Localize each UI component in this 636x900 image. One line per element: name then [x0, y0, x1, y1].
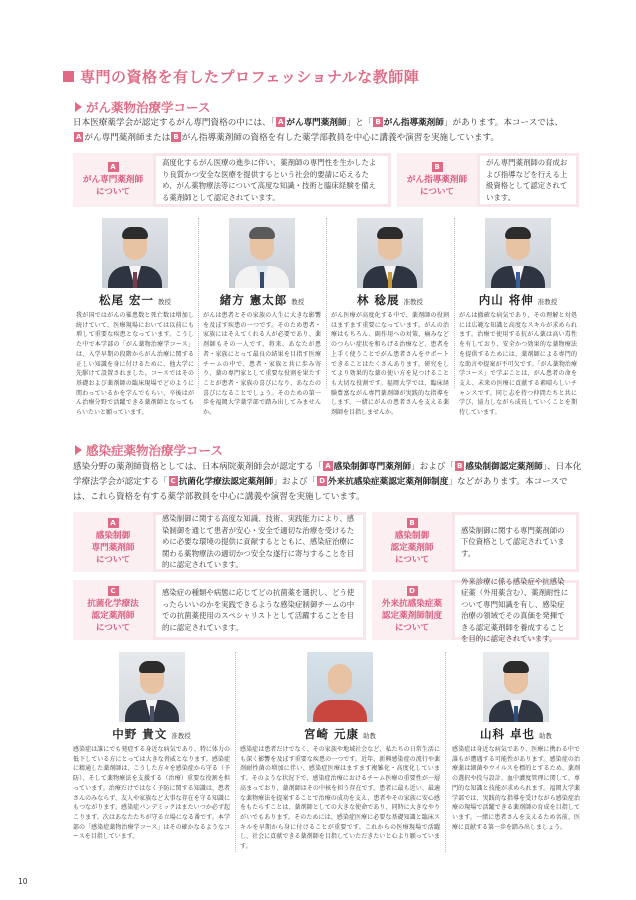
faculty-bio: がんは患者とその家族の人生に大きな影響を及ぼす疾患の一つです。そのため患者・家族にはそえてくれる人が必要であり、薬剤師もその一人です。将来、あなたが患者・家族にとって最良の結果を目指す医療チームの中で、患者・家族と共に歩み寄り、薬の専門家として重要な役割を果たすことが患者・家族の喜びになり、あなたの喜びになることでしょう。そのための第一歩を福岡大学薬学部で踏み出してみませんか。 [203, 312, 321, 417]
cancer-course-intro: 日本医療薬学会が認定するがん専門資格の中には、「 A がん専門薬剤師」と「 B がん指導薬剤師」があります。本コースでは、 A がん専門薬剤師または B がん指導薬剤師の資格を有した薬学部教員を中心に講義や演習を実施しています。 [73, 118, 564, 143]
cert-box-a: A がん専門薬剤師 について 高度化するがん医療の進歩に伴い、薬剤師の専門性を生かしたより良質かつ安全な医療を提供するという社会的要請に応えるため、がん薬物療法等について高度な知識・技術と臨床経験を備える薬剤師として認定されています。 [73, 153, 391, 207]
faculty-bio: 感染症は患者だけでなく、その家族や地域社会など、私たちの日常生活にも深く影響を及ぼす重要な疾患の一つです。近年、新興感染症の流行や薬剤耐性菌の増加に伴い、感染症医療はますます複雑化・高度化しています。そのような状況下で、感染症治療におけるチーム医療の重要性が一層高まっており、薬剤師はその中核を担う存在です。患者に最も近い、最適な薬物療法を提案することで治療の成功を支え、患者やその家族に安心感をもたらすことは、薬剤師としての大きな使命であり、同時に大きなやりがいでもあります。そのためには、感染症医療に必要な基礎知識と臨床スキルを早期から身に付けることが重要です。これからの医療現場で活躍し、社会に貢献できる薬剤師を目指していただきたいと心より願っています。 [240, 746, 440, 851]
cert-tag-b: B [173, 133, 179, 141]
faculty-rank: 教授 [291, 298, 305, 306]
faculty-photo [102, 218, 168, 288]
cert-box-c: C 抗菌化学療法 認定薬剤師 について 感染症の種類や病態に応じてどの抗菌薬を選択し、どう使ったらいいのかを実践できるような感染症制御チームの中での抗菌薬使用のスペシャリストとして活躍することを目的に認定されています。 [73, 580, 366, 640]
faculty-rank: 准教授 [403, 298, 423, 306]
faculty-rank: 助教 [539, 732, 552, 740]
cancer-course-heading: がん薬物治療学コース [75, 98, 210, 116]
faculty-photo [485, 218, 551, 288]
infection-cert-boxes-row2 [73, 576, 579, 643]
faculty-card [203, 218, 321, 418]
faculty-name: 中野 貴文 [112, 727, 168, 741]
faculty-photo [357, 218, 423, 288]
cert-tag-b: B [375, 118, 381, 126]
cert-box-b: B 感染制御 認定薬剤師 について 感染制御に関する専門薬剤師の下位資格として認定されています。 [372, 512, 579, 572]
faculty-name: 松尾 宏一 [98, 293, 154, 307]
faculty-photo [483, 652, 549, 722]
faculty-bio: 感染症は身近な病気であり、医療に携わる中で誰もが遭遇する可能性があります。感染症の治療薬は細菌やウイルスを標的とするため、薬剤の選択や投与設計、血中濃度管理に関して、専門的な知識と技能が求められます。福岡大学薬学部では、実践的な指導を受けながら感染症治療の現場で活躍できる薬剤師の育成を目指しています。一緒に患者さんを支えるため名前、医療に貢献する第一歩を踏み出しましょう。 [452, 746, 580, 831]
faculty-rank: 教授 [158, 298, 171, 306]
divider [454, 218, 455, 388]
divider [445, 652, 446, 852]
square-bullet-icon [63, 71, 74, 82]
triangle-bullet-icon [75, 102, 82, 112]
faculty-name: 緒方 憲太郎 [219, 293, 288, 307]
faculty-photo [229, 218, 295, 288]
faculty-card [240, 652, 440, 852]
faculty-card [73, 652, 230, 842]
infection-course-intro: 感染分野の薬剤師資格としては、日本病院薬剤師会が認定する「 A 感染制御専門薬剤師」および「 B 感染制御認定薬剤師」、日本化学療法学会が認定する「 C 抗菌化学療法認定薬剤師」および「 D 外来抗感染症薬認定薬剤師制度」などがあります。本コースでは、これら資格を有する薬学部教員を中心に講義や演習を実施しています。 [73, 462, 582, 502]
faculty-bio: 我が国ではがんの罹患数と死亡数は増加し続けていて、医療現場においては以前にも増して重要な疾患となっています。こうした中で本学部の「がん薬物治療学コース」は、入学早期の段階からがん治療に関する正しい知識を身に付けるために、他大学に先駆けて設置されました。コースではその基礎および薬剤師の臨床現場でどのように関わっているかを学んでもらい、卒後はがん治療分野で活躍できる薬剤師となってもらいたいと願っています。 [76, 312, 194, 417]
page-number: 10 [18, 877, 28, 886]
faculty-bio: がんは撤確な病気であり、その理解と対処には広範な知識と高度なスキルが求められます。治療で使用する抗がん薬は高い毒性を有しており、安全かつ効果的な薬物療法を提供するためには、薬剤師による専門的な助言や提案が不可欠です。「がん薬物治療学コース」で学ぶことは、がん患者の命を支え、未来の医療に貢献する素晴らしいチャンスです。同じ志を持つ仲間たちと共に学び、協力しながら成長していくことを期待しています。 [459, 312, 577, 417]
faculty-name: 内山 将伸 [478, 293, 534, 307]
triangle-bullet-icon [75, 445, 82, 455]
faculty-rank: 准教授 [171, 732, 191, 740]
cert-tag-a: A [76, 133, 82, 141]
faculty-card [452, 652, 580, 832]
faculty-rank: 准教授 [537, 298, 558, 306]
faculty-bio: 感染症は誰にでも発症する身近な病気であり、特に体力の低下している方にとっては大きな脅威となります。感染症に精通した薬剤師は、こうした方々を感染症から守る（予防）、そして薬物療法を支援する（治療）重要な役割を担っています。治療だけではなく予防に関する知識は、患者さんのみならず、友人や家族など大事な存在を守る知識にもつながります。感染症パンデミックはまたいつか必ず起こります。次はあなたたちが守る立場になる番です。本学部の「感染症薬物治療学コース」はその確かなるようなコースを目指しています。 [73, 746, 230, 841]
cert-box-a: A 感染制御 専門薬剤師 について 感染制御に関する高度な知識、技術、実践能力により、感染制御を通じて患者が安心・安全で適切な治療を受けるために必要な環境の提供に貢献するとともに、感染症治療に関わる薬物療法の適切かつ安全な遂行に寄与することを目的に認定されています。 [73, 512, 366, 572]
faculty-card [76, 218, 194, 418]
divider [198, 218, 199, 388]
faculty-rank: 助教 [363, 732, 376, 740]
cert-box-d: D 外来抗感染症薬 認定薬剤師制度 について 外来診療に係る感染症や抗感染症薬（外用薬含む）、薬剤耐性について専門知識を有し、感染症治療の領域でその真価を発揮できる認定薬剤師を養成することを目的に認定されています。 [372, 580, 579, 640]
infection-cert-boxes-row1 [73, 512, 579, 572]
divider [235, 652, 236, 852]
faculty-photo [307, 652, 373, 722]
section-title: 専門の資格を有したプロフェッショナルな教師陣 [63, 66, 419, 87]
infection-course-heading: 感染症薬物治療学コース [75, 441, 223, 459]
faculty-name: 山科 卓也 [479, 727, 535, 741]
faculty-card [331, 218, 449, 418]
cancer-cert-boxes [73, 153, 579, 207]
faculty-bio: がん医療が高度化する中で、薬剤師の役割はますます重要になっています。がんの治療はもちろん、副作用への対策、痛みなどのつらい症状を和らげる治療など、患者を上手く使うことでがん患者さんをサポートできることはたくさんあります。研究をしてより効果的な薬の使い方を見つけることも大切な役割です。福岡大学では、臨床経験豊富ながん専門薬剤師が実践的な指導をします。一緒にがんの患者さんを支える薬剤師を目指しませんか。 [331, 312, 449, 417]
cert-box-b: B がん指導薬剤師 について がん専門薬剤師の育成および指導などを行える上級資格として認定されています。 [397, 153, 579, 207]
faculty-name: 宮崎 元康 [303, 727, 359, 741]
faculty-card [459, 218, 577, 418]
divider [326, 218, 327, 388]
faculty-name: 林 稔展 [356, 293, 400, 307]
faculty-photo [119, 652, 185, 722]
cert-tag-a: A [277, 118, 284, 126]
